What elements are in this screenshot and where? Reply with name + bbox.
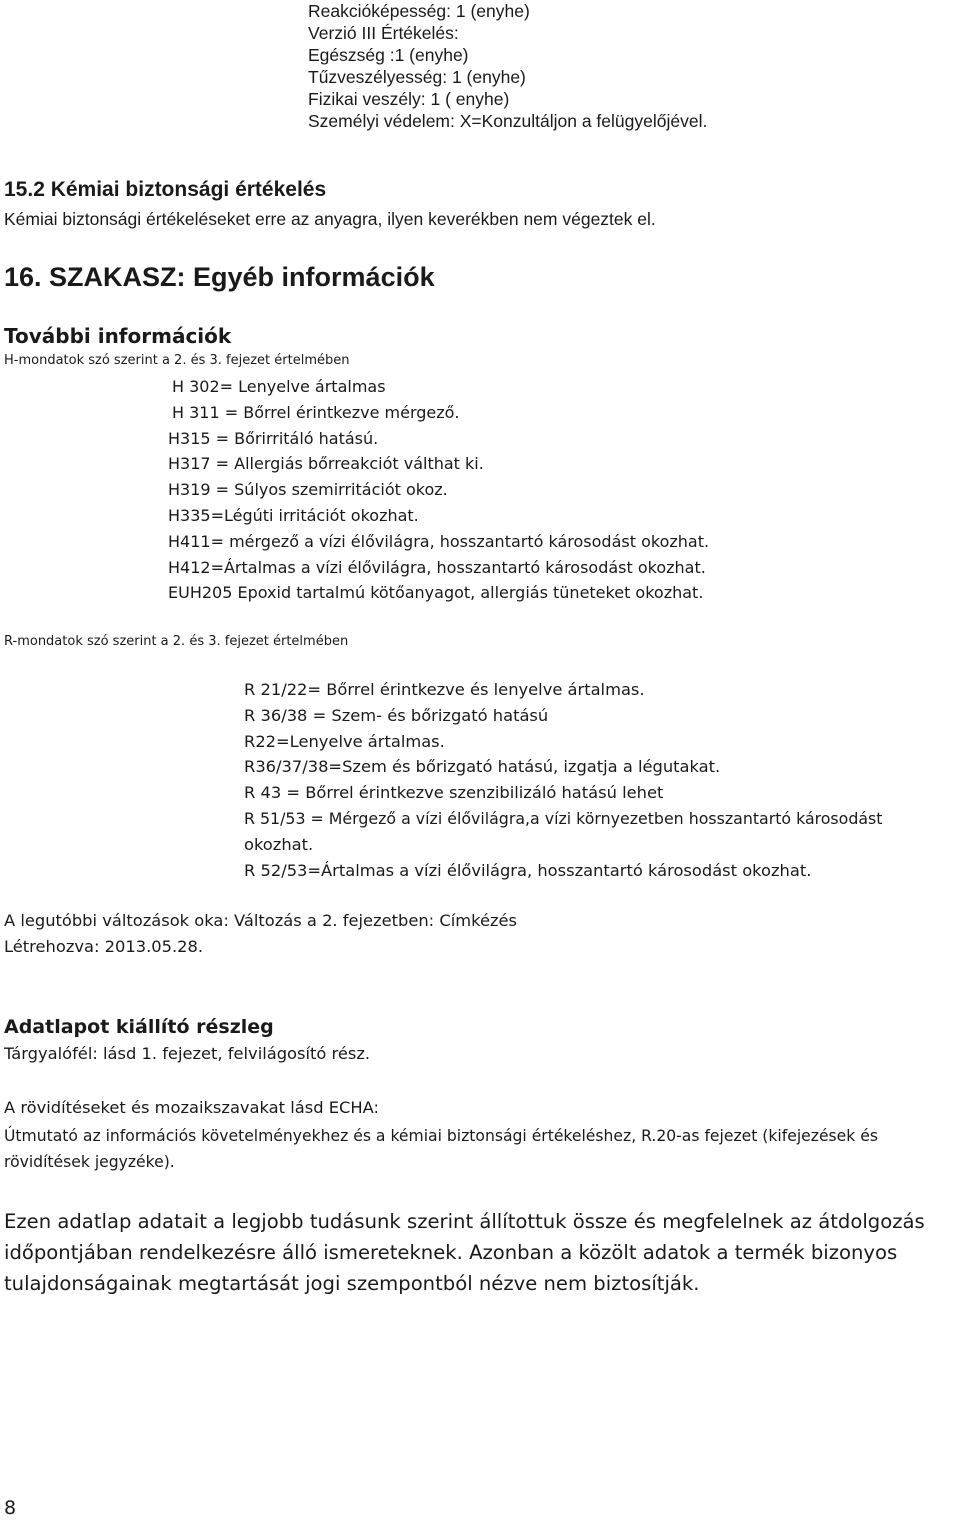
abbreviations-reference: Útmutató az információs követelményekhez és a kémiai biztonsági értékeléshez, R.20-as fejezet (kifejezések és rövidítések jegyzéke). — [4, 1127, 878, 1171]
h-statement: H335=Légúti irritációt okozhat. — [168, 505, 419, 525]
h-statement: H 302= Lenyelve ártalmas — [172, 377, 386, 396]
further-info-heading: További információk — [4, 324, 232, 348]
h-statements-list — [172, 374, 460, 426]
nfpa-rating-block — [308, 0, 707, 132]
h-statement: H 311 = Bőrrel érintkezve mérgező. — [172, 402, 460, 422]
r-statement: R 21/22= Bőrrel érintkezve és lenyelve ártalmas. — [244, 680, 645, 699]
r-statement: R 43 = Bőrrel érintkezve szenzibilizáló hatású lehet — [244, 783, 664, 803]
section-15-2-heading: 15.2 Kémiai biztonsági értékelés — [4, 178, 327, 201]
last-changes-note: A legutóbbi változások oka: Változás a 2. fejezetben: Címkézés — [4, 911, 518, 930]
r-statement: R 36/38 = Szem- és bőrizgató hatású — [244, 705, 549, 725]
r-statement: R22=Lenyelve ártalmas. — [244, 731, 445, 751]
nfpa-line: Reakcióképesség: 1 (enyhe) — [308, 1, 530, 21]
disclaimer: Ezen adatlap adatait a legjobb tudásunk szerint állítottuk össze és megfelelnek az átdolgozás időpontjában rendelkezésre álló ismereteknek. Azonban a közölt adatok a termék bizonyos tulajdonságainak megtartását jogi szempontból nézve nem biztosítják. — [4, 1210, 925, 1295]
h-statement: EUH205 Epoxid tartalmú kötőanyagot, allergiás tüneteket okozhat. — [168, 583, 704, 603]
h-statement: H315 = Bőrirritáló hatású. — [168, 428, 379, 448]
nfpa-line: Tűzveszélyesség: 1 (enyhe) — [308, 67, 526, 87]
nfpa-line: Verzió III Értékelés: — [308, 23, 459, 43]
h-statements-intro: H-mondatok szó szerint a 2. és 3. fejezet értelmében — [4, 353, 350, 368]
section-16-heading: 16. SZAKASZ: Egyéb információk — [4, 262, 435, 292]
h-statements-list-continued — [168, 426, 709, 607]
nfpa-line: Egészség :1 (enyhe) — [308, 45, 469, 65]
h-statement: H317 = Allergiás bőrreakciót válthat ki. — [168, 454, 484, 474]
nfpa-line: Személyi védelem: X=Konzultáljon a felügyelőjével. — [308, 111, 708, 131]
h-statement: H412=Ártalmas a vízi élővilágra, hosszantartó károsodást okozhat. — [168, 557, 706, 577]
section-15-2-text: Kémiai biztonsági értékeléseket erre az anyagra, ilyen keverékben nem végeztek el. — [4, 209, 656, 229]
created-date: Létrehozva: 2013.05.28. — [4, 937, 204, 956]
abbreviations-intro: A rövidítéseket és mozaikszavakat lásd ECHA: — [4, 1098, 379, 1117]
h-statement: H319 = Súlyos szemirritációt okoz. — [168, 480, 448, 500]
r-statement: R 51/53 = Mérgező a vízi élővilágra,a vízi környezetben hosszantartó károsodást — [244, 808, 883, 828]
r-statement: R 52/53=Ártalmas a vízi élővilágra, hosszantartó károsodást okozhat. — [244, 860, 812, 880]
r-statement: R36/37/38=Szem és bőrizgató hatású, izgatja a légutakat. — [244, 757, 721, 777]
r-statements-intro: R-mondatok szó szerint a 2. és 3. fejezet értelmében — [4, 634, 349, 649]
r-statement: okozhat. — [244, 834, 314, 854]
r-statements-list — [244, 677, 882, 883]
nfpa-line: Fizikai veszély: 1 ( enyhe) — [308, 89, 510, 109]
issuer-contact: Tárgyalófél: lásd 1. fejezet, felvilágosító rész. — [4, 1044, 371, 1063]
h-statement: H411= mérgező a vízi élővilágra, hosszantartó károsodást okozhat. — [168, 531, 710, 551]
page-number: 8 — [4, 1497, 17, 1519]
issuer-heading: Adatlapot kiállító részleg — [4, 1016, 274, 1038]
